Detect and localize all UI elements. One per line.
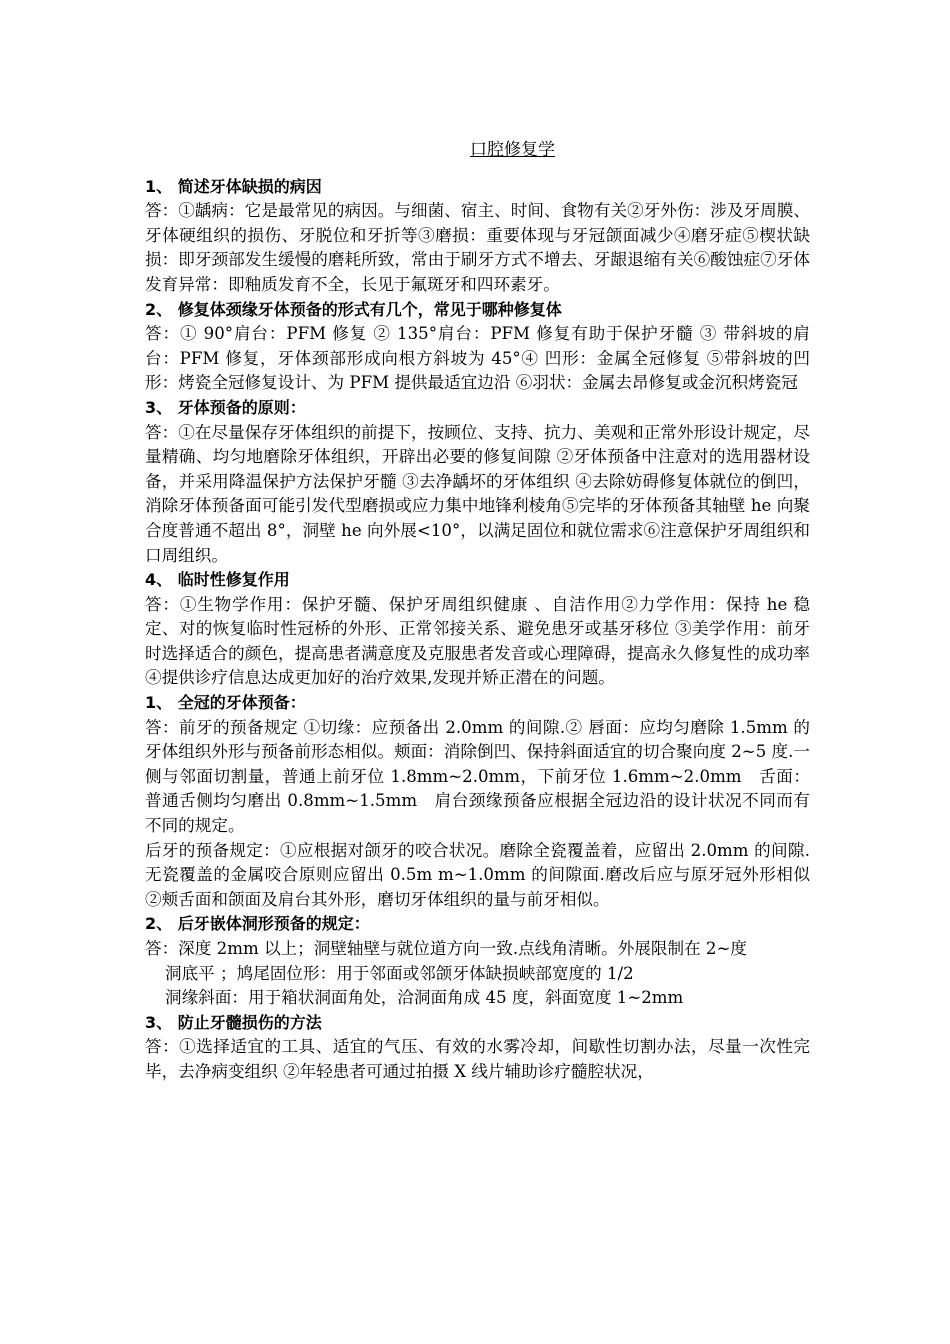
answer-paragraph: 答：①生物学作用：保护牙髓、保护牙周组织健康 、自洁作用②力学作用：保持 he 稳定、对的恢复临时性冠桥的外形、正常邻接关系、避免患牙或基牙移位 ③美学作用：前牙时选择适合的颜色，提高患者满意度及克服患者发音或心理障碍，提高永久修复性的成功率 ④提供诊疗信息达成更加好的治疗效果,发现并矫正潜在的问题。	[145, 594, 810, 688]
answer-paragraph: 答：① 90°肩台：PFM 修复 ② 135°肩台：PFM 修复有助于保护牙髓 ③ 带斜坡的肩台：PFM 修复，牙体颈部形成向根方斜坡为 45°④ 凹形：金属全冠修复 ⑤带斜坡的凹形：烤瓷全冠修复设计、为 PFM 提供最适宜边沿 ⑥羽状：金属去昂修复或金沉积烤瓷冠	[145, 324, 810, 393]
answer-indented-line: 洞缘斜面：用于箱状洞面角处，洽洞面角成 45 度，斜面宽度 1~2mm	[165, 988, 684, 1008]
question-heading: 3、 防止牙髓损伤的方法	[145, 1012, 322, 1032]
document-page	[145, 138, 844, 1085]
document-body	[145, 175, 844, 1085]
question-heading: 2、 修复体颈缘牙体预备的形式有几个，常见于哪种修复体	[145, 299, 562, 319]
question-heading: 4、 临时性修复作用	[145, 570, 290, 590]
document-title: 口腔修复学	[470, 140, 555, 160]
answer-paragraph: 答：深度 2mm 以上；洞壁轴壁与就位道方向一致.点线角清晰。外展限制在 2~度	[145, 939, 747, 958]
question-heading: 2、 后牙嵌体洞形预备的规定：	[145, 914, 370, 934]
answer-paragraph: 答：前牙的预备规定 ①切缘：应预备出 2.0mm 的间隙.② 唇面：应均匀磨除 1.5mm 的牙体组织外形与预备前形态相似。颊面：消除倒凹、保持斜面适宜的切合聚向度 2~5 度.一侧与邻面切割量，普通上前牙位 1.8mm~2.0mm，下前牙位 1.6mm~2.0mm 舌面：普通舌侧均匀磨出 0.8mm~1.5mm 肩台颈缘预备应根据全冠边沿的设计状况不同而有不同的规定。	[145, 717, 810, 836]
answer-paragraph: 后牙的预备规定：①应根据对颌牙的咬合状况。磨除全瓷覆盖着，应留出 2.0mm 的间隙.无瓷覆盖的金属咬合原则应留出 0.5m m~1.0mm 的间隙面.磨改后应与原牙冠外形相似 ②颊舌面和颌面及肩台其外形，磨切牙体组织的量与前牙相似。	[145, 840, 844, 909]
answer-paragraph: 答：①龋病：它是最常见的病因。与细菌、宿主、时间、食物有关②牙外伤：涉及牙周膜、牙体硬组织的损伤、牙脱位和牙折等③磨损：重要体现与牙冠颌面减少④磨牙症⑤楔状缺损：即牙颈部发生缓慢的磨耗所致，常由于刷牙方式不增去、牙龈退缩有关⑥酸蚀症⑦牙体发育异常：即釉质发育不全，长见于氟斑牙和四环素牙。	[145, 201, 810, 294]
answer-indented-line: 洞底平 ；鸠尾固位形：用于邻面或邻颌牙体缺损峡部宽度的 1/2	[165, 963, 634, 983]
question-heading: 1、 全冠的牙体预备：	[145, 693, 306, 713]
question-heading: 3、 牙体预备的原则：	[145, 397, 306, 417]
answer-paragraph: 答：①在尽量保存牙体组织的前提下，按顾位、支持、抗力、美观和正常外形设计规定，尽量精确、均匀地磨除牙体组织，开辟出必要的修复间隙 ②牙体预备中注意对的选用器材设备，并采用降温保护方法保护牙髓 ③去净龋坏的牙体组织 ④去除妨碍修复体就位的倒凹，消除牙体预备面可能引发代型磨损或应力集中地锋利棱角⑤完毕的牙体预备其轴壁 he 向聚合度普通不超出 8°，洞壁 he 向外展<10°，以满足固位和就位需求⑥注意保护牙周组织和口周组织。	[145, 422, 810, 565]
question-heading: 1、 简述牙体缺损的病因	[145, 176, 322, 196]
answer-paragraph: 答：①选择适宜的工具、适宜的气压、有效的水雾冷却，间歇性切割办法，尽量一次性完毕，去净病变组织 ②年轻患者可通过拍摄 X 线片辅助诊疗髓腔状况，	[145, 1037, 810, 1081]
